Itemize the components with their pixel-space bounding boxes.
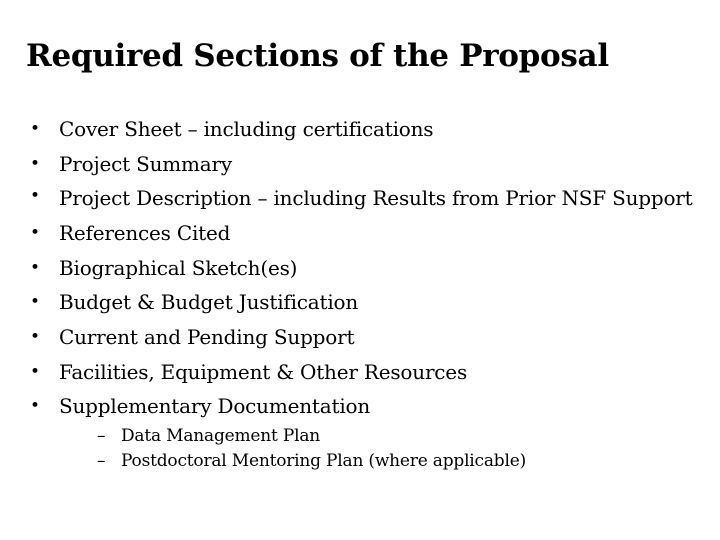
- bullet-marker: •: [30, 223, 40, 244]
- bullet-text: Project Description – including Results from Prior NSF Support: [59, 186, 693, 211]
- bullet-marker: •: [30, 257, 40, 278]
- bullet-marker: •: [30, 292, 40, 313]
- sub-bullet-data-management-plan: [97, 424, 710, 449]
- bullet-item-references-cited: [30, 216, 710, 251]
- bullet-text: References Cited: [59, 221, 231, 246]
- bullet-text: Biographical Sketch(es): [59, 255, 298, 280]
- bullet-marker: •: [30, 153, 40, 174]
- sub-bullet-text: Data Management Plan: [121, 425, 321, 446]
- bullet-list: [30, 112, 710, 474]
- slide-title: Required Sections of the Proposal: [26, 38, 609, 74]
- bullet-marker: •: [30, 326, 40, 347]
- bullet-item-current-pending-support: [30, 320, 710, 355]
- sub-bullet-marker: –: [97, 425, 106, 446]
- sub-bullet-list: [97, 424, 710, 474]
- sub-bullet-marker: –: [97, 450, 106, 471]
- bullet-text: Supplementary Documentation: [59, 394, 371, 419]
- bullet-item-project-summary: [30, 147, 710, 182]
- bullet-marker: •: [30, 396, 40, 417]
- bullet-item-facilities: [30, 355, 710, 390]
- sub-bullet-text: Postdoctoral Mentoring Plan (where applicable): [121, 450, 527, 471]
- sub-bullet-postdoctoral-mentoring-plan: [97, 449, 710, 474]
- bullet-text: Current and Pending Support: [59, 324, 355, 349]
- bullet-marker: •: [30, 361, 40, 382]
- bullet-item-biographical-sketch: [30, 251, 710, 286]
- bullet-item-cover-sheet: [30, 112, 710, 147]
- bullet-text: Facilities, Equipment & Other Resources: [59, 359, 468, 384]
- bullet-text: Budget & Budget Justification: [59, 290, 359, 315]
- bullet-text: Cover Sheet – including certifications: [59, 117, 434, 141]
- bullet-marker: •: [30, 119, 40, 139]
- bullet-marker: •: [30, 186, 40, 207]
- bullet-text: Project Summary: [59, 151, 232, 176]
- bullet-item-budget: [30, 285, 710, 320]
- bullet-item-project-description: [30, 181, 710, 216]
- bullet-item-supplementary-documentation: [30, 389, 710, 474]
